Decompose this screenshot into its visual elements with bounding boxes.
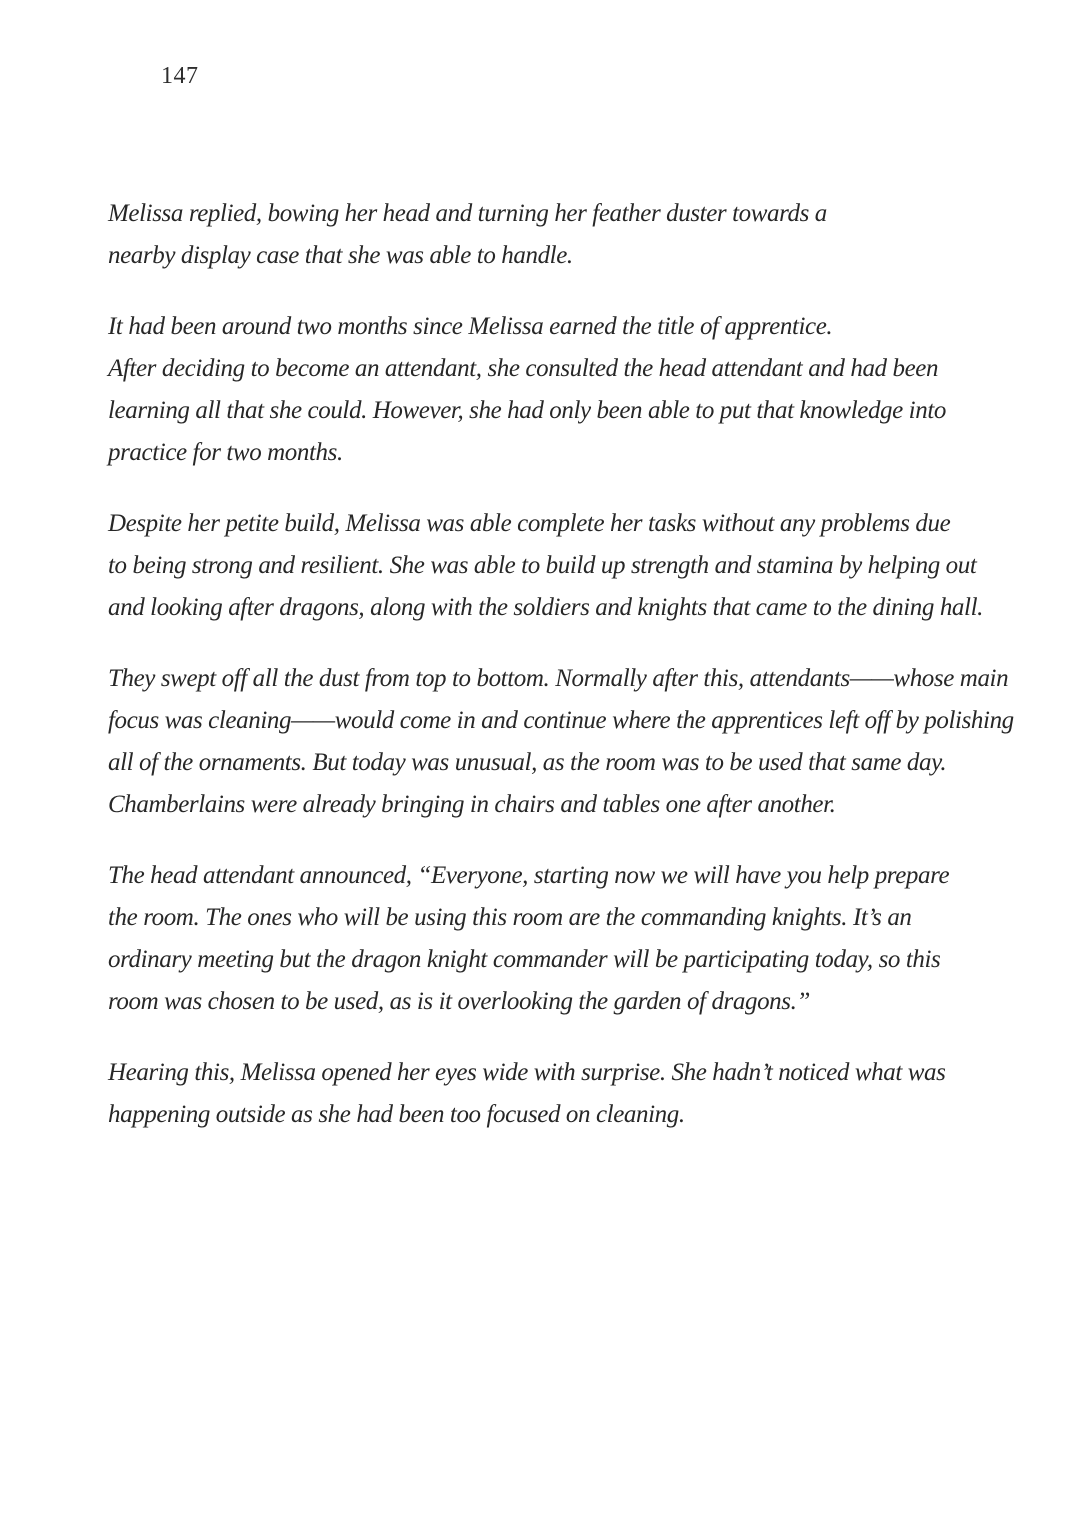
text-line: After deciding to become an attendant, she consulted the head attendant and had been [108,355,939,382]
text-line: nearby display case that she was able to handle. [108,242,573,269]
paragraph [108,855,1043,1023]
paragraph [108,1052,1043,1136]
text-line: The head attendant announced, “Everyone, starting now we will have you help prepare [108,862,950,889]
text-line: learning all that she could. However, she had only been able to put that knowledge into [108,397,946,424]
text-line: They swept off all the dust from top to bottom. Normally after this, attendants——whose main [108,665,1009,692]
text-line: room was chosen to be used, as is it overlooking the garden of dragons.” [108,988,810,1015]
text-line: practice for two months. [108,439,343,466]
text-line: to being strong and resilient. She was able to build up strength and stamina by helping out [108,552,977,579]
body-text [108,193,1043,1165]
paragraph [108,193,1043,277]
text-line: ordinary meeting but the dragon knight commander will be participating today, so this [108,946,941,973]
page-number: 147 [161,63,199,89]
text-line: Melissa replied, bowing her head and turning her feather duster towards a [108,200,827,227]
text-line: the room. The ones who will be using this room are the commanding knights. It’s an [108,904,912,931]
text-line: Chamberlains were already bringing in chairs and tables one after another. [108,791,836,818]
paragraph [108,306,1043,474]
text-line: focus was cleaning——would come in and continue where the apprentices left off by polishing [108,707,1014,734]
text-line: It had been around two months since Melissa earned the title of apprentice. [108,313,833,340]
text-line: and looking after dragons, along with the soldiers and knights that came to the dining hall. [108,594,983,621]
paragraph [108,658,1043,826]
text-line: happening outside as she had been too focused on cleaning. [108,1101,685,1128]
text-line: Hearing this, Melissa opened her eyes wide with surprise. She hadn’t noticed what was [108,1059,946,1086]
text-line: Despite her petite build, Melissa was able complete her tasks without any problems due [108,510,951,537]
text-line: all of the ornaments. But today was unusual, as the room was to be used that same day. [108,749,947,776]
paragraph [108,503,1043,629]
